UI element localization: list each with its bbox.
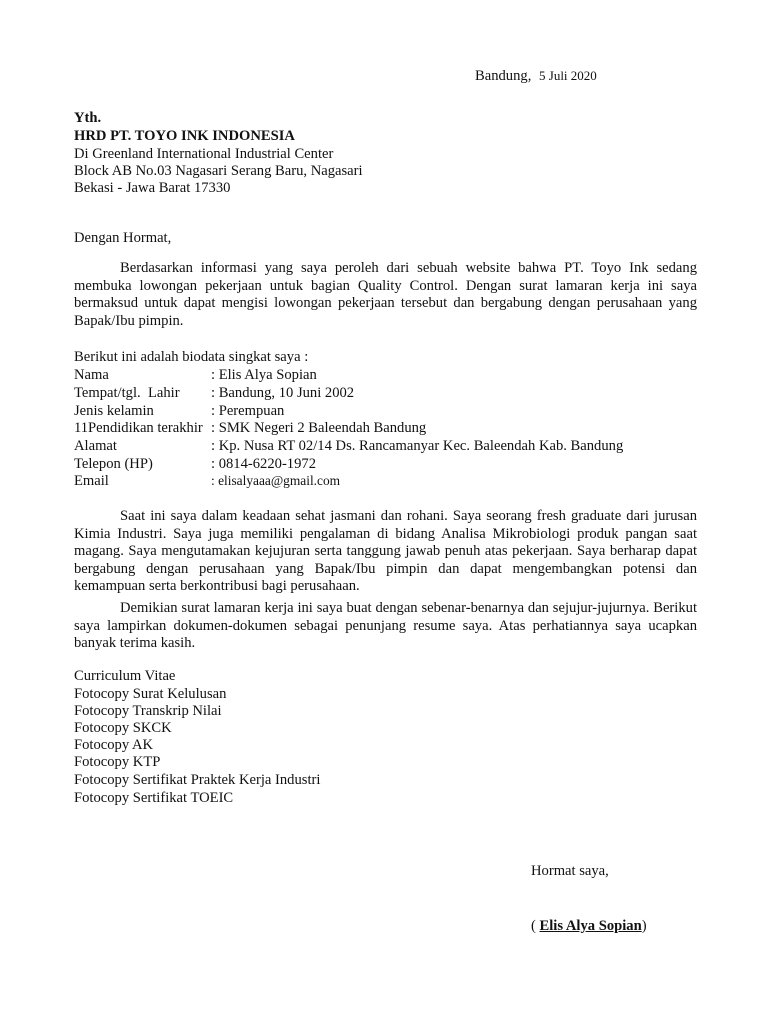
letter-date	[475, 68, 597, 85]
attachment-item: Fotocopy Transkrip Nilai	[74, 703, 222, 719]
attachment-item: Fotocopy Sertifikat Praktek Kerja Industri	[74, 772, 321, 788]
biodata-label: Telepon (HP)	[74, 456, 153, 472]
signature-name-line	[531, 918, 647, 935]
attachment-item: Fotocopy Surat Kelulusan	[74, 686, 227, 702]
biodata-label: Alamat	[74, 438, 117, 454]
recipient-address-line: Di Greenland International Industrial Center	[74, 146, 334, 162]
biodata-label: Jenis kelamin	[74, 403, 154, 419]
recipient-address-line: Bekasi - Jawa Barat 17330	[74, 180, 231, 196]
biodata-value: : elisalyaaa@gmail.com	[211, 473, 341, 488]
letter-date-value: 5 Juli 2020	[539, 68, 597, 83]
body-paragraph: Saat ini saya dalam keadaan sehat jasmani dan rohani. Saya seorang fresh graduate dari jurusan Kimia Industri. Saya juga memiliki pengalaman di bidang Analisa Mikrobiologi produk pangan saat magang. Saya mengutamakan kejujuran serta tanggung jawab penuh atas pekerjaan. Saya berharap dapat bergabung dengan perusahaan yang Bapak/Ibu pimpin dan dapat mengembangkan potensi dan kemampuan serta berkontribusi bagi perusahaan.	[74, 508, 697, 595]
attachment-item: Curriculum Vitae	[74, 668, 176, 684]
biodata-value: : Kp. Nusa RT 02/14 Ds. Rancamanyar Kec. Baleendah Kab. Bandung	[211, 438, 624, 454]
attachment-item: Fotocopy SKCK	[74, 720, 172, 736]
biodata-label: Nama	[74, 367, 109, 383]
greeting: Dengan Hormat,	[74, 230, 172, 246]
attachment-item: Fotocopy Sertifikat TOEIC	[74, 790, 234, 806]
body-paragraph: Demikian surat lamaran kerja ini saya buat dengan sebenar-benarnya dan sejujur-jujurnya. Berikut saya lampirkan dokumen-dokumen sebagai penunjang resume saya. Atas perhatiannya saya ucapkan banyak terima kasih.	[74, 600, 697, 652]
signature-close-paren: )	[641, 918, 647, 934]
signature-name: Elis Alya Sopian	[539, 918, 642, 934]
recipient-address-line: Block AB No.03 Nagasari Serang Baru, Nagasari	[74, 163, 363, 179]
biodata-label: Tempat/tgl. Lahir	[74, 385, 180, 401]
biodata-value: : 0814-6220-1972	[211, 456, 316, 472]
attachment-item: Fotocopy KTP	[74, 754, 161, 770]
recipient-company: HRD PT. TOYO INK INDONESIA	[74, 128, 295, 144]
biodata-value: : Perempuan	[211, 403, 285, 419]
closing: Hormat saya,	[531, 863, 609, 879]
recipient-salutation: Yth.	[74, 110, 102, 126]
biodata-intro: Berikut ini adalah biodata singkat saya :	[74, 349, 309, 365]
biodata-label: 11Pendidikan terakhir	[74, 420, 203, 436]
signature-open-paren: (	[531, 918, 540, 934]
letter-place: Bandung,	[475, 68, 532, 84]
biodata-label: Email	[74, 473, 109, 489]
biodata-value: : SMK Negeri 2 Baleendah Bandung	[211, 420, 427, 436]
biodata-value: : Bandung, 10 Juni 2002	[211, 385, 355, 401]
intro-paragraph: Berdasarkan informasi yang saya peroleh dari sebuah website bahwa PT. Toyo Ink sedang membuka lowongan pekerjaan untuk bagian Quality Control. Dengan surat lamaran kerja ini saya bermaksud untuk dapat mengisi lowongan pekerjaan tersebut dan bergabung dengan perusahaan yang Bapak/Ibu pimpin.	[74, 260, 697, 329]
attachment-item: Fotocopy AK	[74, 737, 154, 753]
biodata-value: : Elis Alya Sopian	[211, 367, 317, 383]
